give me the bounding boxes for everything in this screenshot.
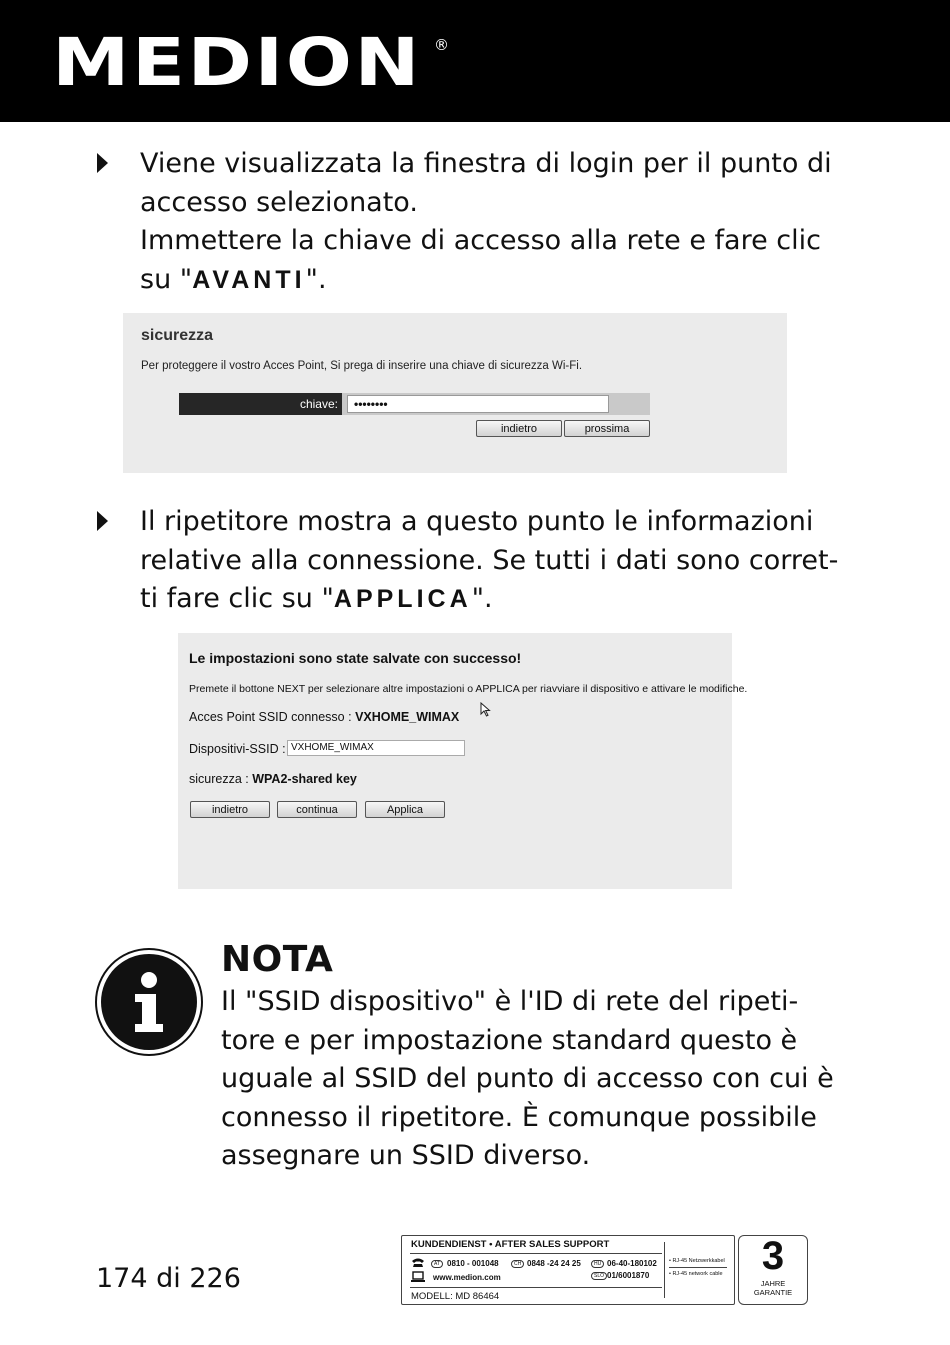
- text-line: relative alla connessione. Se tutti i dati sono corret-: [140, 544, 839, 576]
- cable-note-de: • RJ-45 Netzwerkkabel: [669, 1258, 725, 1264]
- country-code-at: AT: [431, 1260, 443, 1268]
- header-bar: [0, 0, 950, 122]
- text-line: [140, 261, 830, 300]
- phone-slo: 01/6001870: [607, 1271, 650, 1280]
- instruction-step-2: [140, 503, 839, 619]
- divider: [664, 1242, 665, 1298]
- country-code-hu: HU: [591, 1260, 604, 1268]
- text-fragment: ".: [305, 263, 327, 295]
- registered-mark: ®: [434, 36, 449, 54]
- screenshot-description: Per proteggere il vostro Acces Point, Si prega di inserire una chiave di sicurezza Wi-Fi.: [141, 360, 583, 372]
- next-button[interactable]: prossima: [564, 420, 650, 437]
- security-row: [189, 772, 357, 786]
- brand-logo: MEDION: [52, 24, 422, 101]
- instruction-step-1: [140, 145, 830, 299]
- ap-ssid-row: [189, 710, 459, 724]
- ap-ssid-label: Acces Point SSID connesso :: [189, 710, 356, 724]
- mouse-cursor-icon: [480, 702, 492, 718]
- support-title: KUNDENDIENST • AFTER SALES SUPPORT: [411, 1239, 610, 1250]
- text-line: Immettere la chiave di accesso alla rete e fare clic: [140, 225, 821, 256]
- device-ssid-input[interactable]: VXHOME_WIMAX: [287, 740, 465, 756]
- text-line: [140, 580, 830, 619]
- security-label: sicurezza :: [189, 772, 253, 786]
- country-code-slo: SLO: [591, 1272, 607, 1280]
- country-code-ch: CH: [511, 1260, 524, 1268]
- page-number: 174 di 226: [96, 1263, 241, 1294]
- continue-button[interactable]: continua: [277, 801, 357, 818]
- text-line: assegnare un SSID diverso.: [221, 1140, 591, 1171]
- divider: [410, 1287, 662, 1288]
- login-screenshot: [123, 313, 787, 473]
- button-reference: AVANTI: [192, 265, 306, 294]
- bullet-arrow-icon: [97, 153, 108, 173]
- warranty-label: GARANTIE: [753, 1288, 793, 1297]
- text-line: tore e per impostazione standard questo è: [221, 1024, 798, 1056]
- divider: [669, 1267, 727, 1268]
- divider: [410, 1253, 662, 1254]
- back-button[interactable]: indietro: [476, 420, 562, 437]
- ap-ssid-value: VXHOME_WIMAX: [355, 710, 460, 724]
- computer-icon: [411, 1271, 425, 1282]
- text-line: accesso selezionato.: [140, 186, 418, 218]
- key-row: [179, 393, 650, 415]
- website: www.medion.com: [433, 1273, 501, 1282]
- phone-hu: 06-40-180102: [607, 1259, 657, 1268]
- key-label: chiave:: [179, 393, 342, 415]
- text-line: Il "SSID dispositivo" è l'ID di rete del ripeti-: [221, 986, 799, 1017]
- cable-note-en: • RJ-45 network cable: [669, 1271, 723, 1277]
- warranty-label: JAHRE: [760, 1279, 786, 1288]
- key-input[interactable]: ••••••••: [347, 395, 609, 413]
- screenshot-title: sicurezza: [141, 327, 214, 344]
- text-line: uguale al SSID del punto di accesso con cui è: [221, 1063, 834, 1094]
- model-number: MODELL: MD 86464: [411, 1291, 500, 1302]
- back-button[interactable]: indietro: [190, 801, 270, 818]
- phone-ch: 0848 -24 24 25: [527, 1259, 581, 1268]
- text-line: Viene visualizzata la finestra di login per il punto di: [140, 148, 832, 179]
- bullet-arrow-icon: [97, 511, 108, 531]
- note-body: [221, 983, 834, 1176]
- button-reference: APPLICA: [333, 585, 472, 613]
- warranty-badge: [738, 1235, 808, 1305]
- support-box: [401, 1235, 735, 1305]
- text-line: Il ripetitore mostra a questo punto le informazioni: [140, 506, 814, 537]
- summary-screenshot: [178, 633, 748, 889]
- apply-button[interactable]: Applica: [365, 801, 445, 818]
- note-title: NOTA: [221, 939, 334, 980]
- text-fragment: ti fare clic su ": [140, 583, 334, 614]
- text-line: connesso il ripetitore. È comunque possibile: [221, 1101, 817, 1133]
- text-fragment: ".: [471, 583, 493, 614]
- text-fragment: su ": [140, 263, 193, 295]
- phone-icon: [411, 1257, 425, 1268]
- screenshot-title: Le impostazioni sono state salvate con successo!: [189, 650, 522, 666]
- device-ssid-label: Dispositivi-SSID :: [189, 742, 286, 756]
- info-icon: [95, 948, 203, 1056]
- screenshot-description: Premete il bottone NEXT per selezionare altre impostazioni o APPLICA per riavviare il dispositivo e attivare le modifiche.: [189, 683, 748, 695]
- warranty-years: 3: [761, 1234, 785, 1278]
- phone-at: 0810 - 001048: [447, 1259, 499, 1268]
- security-value: WPA2-shared key: [252, 772, 357, 786]
